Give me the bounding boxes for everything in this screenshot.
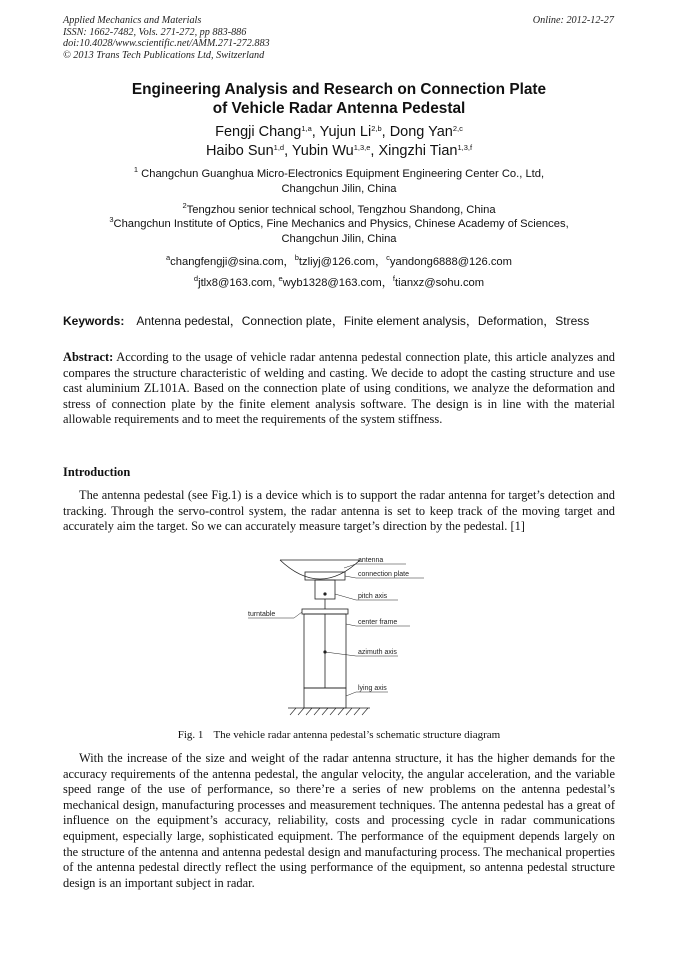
label-center-frame: center frame bbox=[358, 619, 398, 626]
email-address[interactable]: jtlx8@163.com bbox=[198, 277, 273, 289]
email-address[interactable]: yandong6888@126.com bbox=[389, 256, 512, 268]
email-sup: e bbox=[278, 274, 283, 283]
paper-title bbox=[0, 80, 678, 118]
intro-paragraph-2: With the increase of the size and weight of the radar antenna structure, it has the higher demands for the accuracy requirements of the antenna pedestal, the angular velocity, the angular acceleration, and the variable speed range of the use of performance, so there’re a series of new problems on the antenna pedestal’s mechanical design, manufacturing processes and measurement techniques. The antenna pedestal has a great of influence on the equipment’s accuracy, reliability, costs and processing cycle in radar communications equipment, especially large, sophisticated equipment. The performance of the equipment depends largely on the structure of the antenna and antenna pedestal design and manufacturing process. The mechanical properties of the antenna pedestal directly reflect the using performance of the equipment, so antenna pedestal structure design is an important subject in radar. bbox=[63, 751, 615, 890]
label-turntable: turntable bbox=[248, 611, 276, 618]
author-affil-sup: 1,d bbox=[273, 143, 285, 152]
affiliation-text: Changchun Guanghua Micro-Electronics Equipment Engineering Center Co., Ltd, bbox=[141, 168, 545, 180]
email-sup: f bbox=[392, 274, 395, 283]
base-shape bbox=[304, 688, 346, 708]
author-line-2 bbox=[0, 142, 678, 161]
author-affil-sup: 1,3,f bbox=[457, 143, 473, 152]
email-address[interactable]: tzliyj@126.com bbox=[298, 256, 375, 268]
affiliations bbox=[0, 167, 678, 247]
affiliation-3-city: Changchun Jilin, China bbox=[281, 233, 397, 246]
author-sep: , bbox=[381, 124, 390, 140]
author-line-1 bbox=[0, 123, 678, 142]
email-sup: c bbox=[386, 253, 390, 262]
abstract-text: According to the usage of vehicle radar antenna pedestal connection plate, this article analyzes and compares the structure characteristic of welding and casting. We decide to adopt the casting structure and use cast aluminium ZL101A. Based on the connection plate of using conditions, we analyze the deformation and stress of connection plate by the finite element analysis software. The design is in line with the material allowable requirements and to meet the requirements of the system stiffness. bbox=[63, 350, 615, 427]
affiliation-1-city: Changchun Jilin, China bbox=[281, 182, 397, 195]
keywords bbox=[63, 313, 615, 329]
author-sep: , bbox=[284, 143, 292, 159]
email-address[interactable]: changfengji@sina.com bbox=[170, 256, 284, 268]
figure-caption-text: The vehicle radar antenna pedestal’s schematic structure diagram bbox=[213, 729, 501, 741]
label-antenna: antenna bbox=[358, 557, 384, 564]
azimuth-axis-dot bbox=[323, 650, 326, 653]
label-connection-plate: connection plate bbox=[358, 571, 409, 578]
keywords-label: Keywords: bbox=[63, 314, 125, 328]
intro-paragraph-1: The antenna pedestal (see Fig.1) is a device which is to support the radar antenna for target’s detection and tracking. Through the servo-control system, the radar antenna is set to keep track of the moving target and accurately aim the target. So we can accurately measure target’s direction by the pedestal. [1] bbox=[63, 488, 615, 534]
author-name: Yujun Li bbox=[319, 124, 372, 140]
journal-info bbox=[63, 15, 270, 61]
journal-doi: doi:10.4028/www.scientific.net/AMM.271-272.883 bbox=[63, 38, 270, 50]
email-list bbox=[0, 254, 678, 291]
email-line-2 bbox=[0, 275, 678, 291]
turntable-shape bbox=[302, 609, 348, 614]
author-affil-sup: 2,c bbox=[452, 124, 463, 133]
leader-lines bbox=[248, 564, 424, 696]
email-sup: a bbox=[166, 253, 171, 262]
figure-1-diagram bbox=[228, 548, 438, 722]
paper-title-line-1: Engineering Analysis and Research on Connection Plate bbox=[131, 81, 547, 98]
email-sep: ， bbox=[381, 277, 393, 289]
abstract bbox=[63, 350, 615, 428]
email-address[interactable]: tianxz@sohu.com bbox=[395, 277, 485, 289]
label-lying-axis: lying axis bbox=[358, 685, 387, 692]
author-name: Fengji Chang bbox=[215, 124, 302, 140]
author-name: Yubin Wu bbox=[291, 143, 354, 159]
antenna-dish-shape bbox=[280, 560, 360, 579]
author-affil-sup: 2,b bbox=[371, 124, 382, 133]
email-sep: ， bbox=[283, 256, 295, 268]
author-list bbox=[0, 123, 678, 161]
journal-copyright: © 2013 Trans Tech Publications Ltd, Switzerland bbox=[63, 49, 265, 61]
affiliation-3 bbox=[0, 217, 678, 232]
affiliation-sup: 3 bbox=[109, 215, 114, 225]
author-sep: , bbox=[311, 124, 320, 140]
author-sep: , bbox=[370, 143, 379, 159]
author-affil-sup: 1,3,e bbox=[353, 143, 371, 152]
affiliation-sup: 1 bbox=[133, 165, 139, 174]
journal-issn: ISSN: 1662-7482, Vols. 271-272, pp 883-886 bbox=[63, 26, 247, 38]
figure-1-caption bbox=[0, 729, 678, 741]
affiliation-1 bbox=[0, 167, 678, 182]
affiliation-sup: 2 bbox=[182, 200, 187, 210]
email-sep: ， bbox=[374, 256, 387, 268]
paper-title-line-2: of Vehicle Radar Antenna Pedestal bbox=[212, 100, 466, 117]
affiliation-2 bbox=[0, 200, 678, 218]
abstract-label: Abstract: bbox=[63, 350, 114, 364]
author-name: Xingzhi Tian bbox=[378, 143, 458, 159]
pitch-axis-dot bbox=[323, 592, 326, 595]
email-line-1 bbox=[0, 254, 678, 270]
affiliation-text: Tengzhou senior technical school, Tengzhou Shandong, China bbox=[186, 203, 496, 216]
email-address[interactable]: wyb1328@163.com bbox=[282, 277, 382, 289]
keywords-text: Antenna pedestal，Connection plate，Finite element analysis，Deformation，Stress bbox=[136, 314, 590, 328]
label-azimuth-axis: azimuth axis bbox=[358, 649, 397, 656]
email-sup: d bbox=[193, 274, 199, 283]
author-name: Haibo Sun bbox=[205, 143, 274, 159]
email-sep: , bbox=[272, 277, 279, 289]
author-name: Dong Yan bbox=[389, 124, 453, 140]
online-date: Online: 2012-12-27 bbox=[532, 15, 614, 26]
email-sup: b bbox=[294, 253, 299, 262]
author-affil-sup: 1,a bbox=[301, 124, 312, 133]
figure-caption-number: Fig. 1 bbox=[177, 729, 204, 741]
label-pitch-axis: pitch axis bbox=[358, 593, 388, 600]
journal-name: Applied Mechanics and Materials bbox=[63, 15, 202, 26]
pitch-box-shape bbox=[315, 580, 335, 599]
ground-hatch bbox=[290, 708, 368, 715]
affiliation-text: Changchun Institute of Optics, Fine Mechanics and Physics, Chinese Academy of Sciences, bbox=[113, 218, 569, 231]
section-heading-introduction: Introduction bbox=[63, 465, 131, 479]
